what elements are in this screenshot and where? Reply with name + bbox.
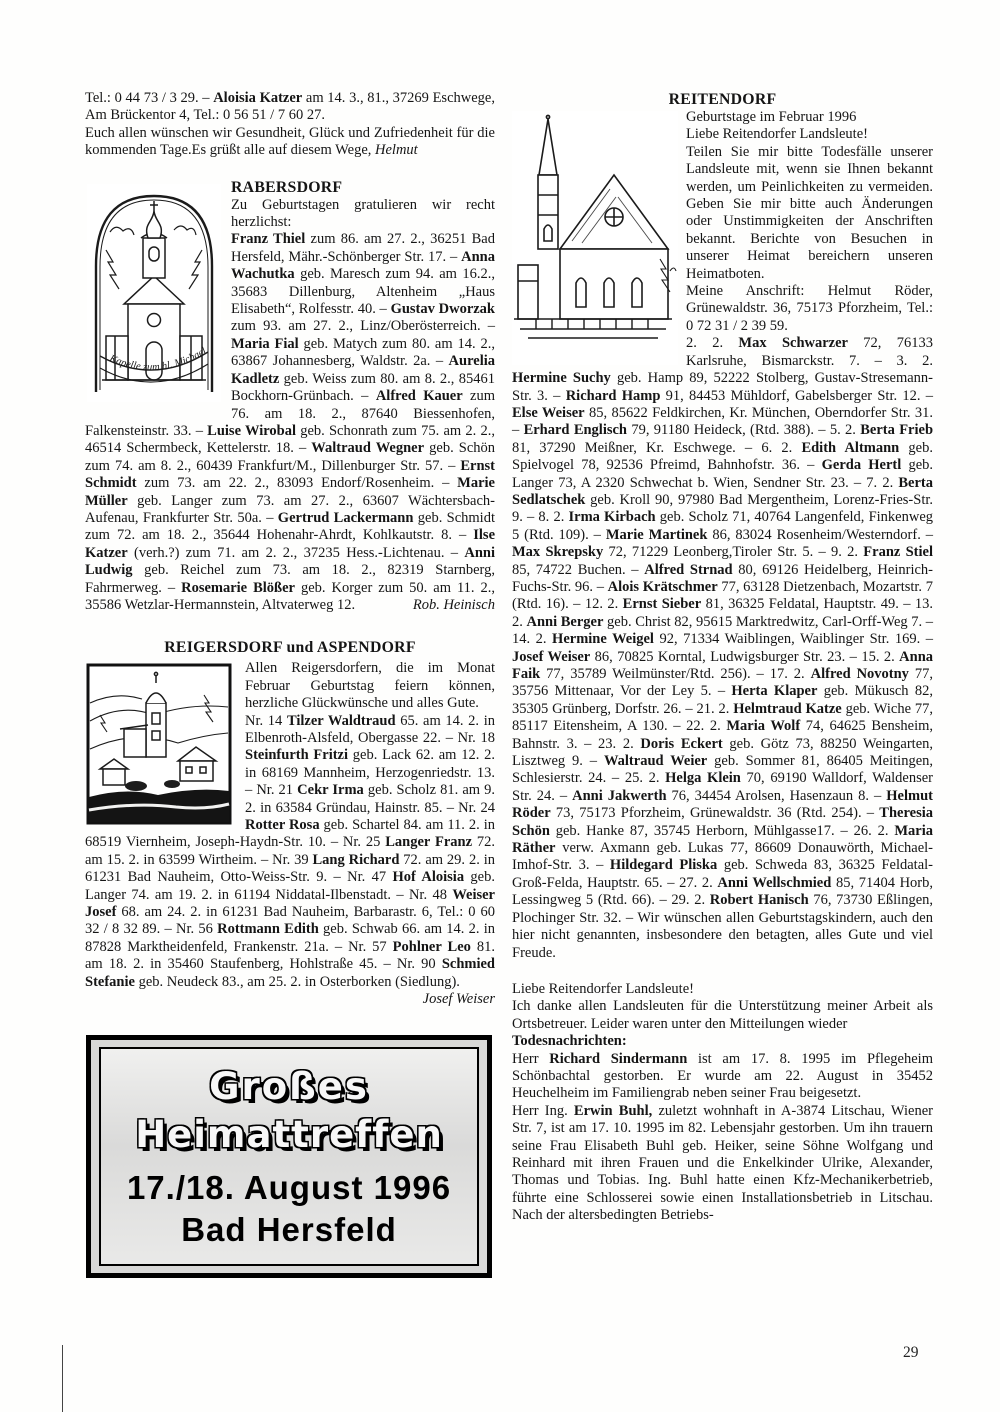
reitendorf-salutation: Liebe Reitendorfer Landsleute! [686, 126, 868, 143]
chapel-arch-illustration [87, 184, 221, 402]
signature-josef-weiser: Josef Weiser [422, 991, 495, 1008]
reigersdorf-birthday-list: Nr. 14 Tilzer Waldtraud 65. am 14. 2. in Elbenroth-Alsfeld, Obergasse 22. – Nr. 18 Steinfurth Fritzi geb. Lack 62. am 12. 2. in 68169 Mannheim, Herzogenriedstr. 13. – Nr. 21 Cekr Irma geb. Scholz 81. am 9. 2. in 63584 Gründau, Hainstr. 85. – Nr. 24 Rotter Rosa geb. Schartel 84. am 11. 2. in 68519 Viernheim, Joseph-Haydn-Str. 10. – Nr. 25 Langer Franz 72. am 15. 2. in 63599 Wirtheim. – Nr. 39 Lang Richard 72. am 29. 2. in 61231 Bad Nauheim, Otto-Weiss-Str. 9. – Nr. 47 Hof Aloisia geb. Langer 74. am 19. 2. in 61194 Niddatal-Ilbenstadt. – Nr. 48 Weiser Josef 68. am 24. 2. in 61231 Bad Nauheim, Barbarastr. 6, Tel.: 0 60 32 / 8 32 89. – Nr. 56 Rottmann Edith geb. Schwab 66. am 14. 2. in 87828 Marktheidenfeld, Frankenstr. 21a. – Nr. 57 Pohlner Leo 81. am 18. 2. in 35460 Staufenberg, Hohlstraße 45. – Nr. 90 Schmied Stefanie geb. Neudeck 83., am 25. 2. in Osterborken (Siedlung). [85, 712, 496, 990]
event-title-line1: Großes [209, 1064, 369, 1108]
reigersdorf-lead: Allen Reigersdorfern, die im Monat Februar Geburtstag feiern können, herzliche Glückwünsche und alles Gute. [245, 660, 495, 712]
section-title-reigersdorf: REIGERSDORF und ASPENDORF [164, 639, 416, 657]
closing-salutation: Liebe Reitendorfer Landsleute! [512, 980, 694, 997]
right-column [512, 90, 933, 1225]
chapel-banner-text: Kapelle zum hl. Michael [107, 345, 209, 373]
left-column [85, 90, 495, 1278]
event-announcement-inner [99, 1047, 479, 1266]
rabersdorf-birthday-list: Franz Thiel zum 86. am 27. 2., 36251 Bad Hersfeld, Mähr.-Schönberger Str. 17. – Anna Wachutka geb. Maresch zum 94. am 16.2., 35683 Dillenburg, Altenheim „Haus Elisabeth“, Rolfesstr. 40. – Gustav Dworzak zum 93. am 27. 2., Linz/Oberösterreich. – Maria Fial geb. Matych zum 80. am 14. 2., 63867 Johannesberg, Waldstr. 2a. – Aurelia Kadletz geb. Weiss zum 80. am 8. 2., 85461 Bockhorn-Grünbach. – Alfred Kauer zum 76. am 18. 2., 87640 Biessenhofen, Falkensteinstr. 33. – Luise Wirobal geb. Schonrath zum 75. am 2. 2., 46514 Schermbeck, Kettelerstr. 18. – Waltraud Wegner geb. Schön zum 74. am 8. 2., 60439 Frankfurt/M., Dillenburger Str. 57. – Ernst Schmidt zum 73. am 22. 2., 83093 Endorf/Rosenheim. – Marie Müller geb. Langer zum 73. am 27. 2., 63607 Wächtersbach-Aufenau, Frankfurter Str. 50a. – Gertrud Lackermann geb. Schmidt zum 72. am 18. 2., 35644 Hohenahr-Ahrdt, Kohlkautstr. 8. – Ilse Katzer (verh.?) zum 71. am 2. 2., 37235 Hess.-Lichtenau. – Anni Ludwig geb. Reichel zum 73. am 18. 2., 82319 Starnberg, Fahrmerweg. – Rosemarie Blößer geb. Korger zum 50. am 11. 2., 35586 Wetzlar-Hermannstein, Altvaterweg 12. Rob. Heinisch [85, 231, 496, 613]
closing-thanks: Ich danke allen Landsleuten für die Unterstützung meiner Arbeit als Ortsbetreuer. Leider waren unter den Mitteilungen wieder [512, 998, 933, 1032]
village-illustration [85, 663, 233, 825]
section-rabersdorf [85, 178, 495, 615]
death-notice-buhl: Herr Ing. Erwin Buhl, zuletzt wohnhaft in A-3874 Litschau, Wiener Str. 7, ist am 17. 10. 1995 im 82. Lebensjahr gestorben. Um ihn trauern seine Frau Elisabeth Buhl geb. Heiker, seine Söhne Wolfgang und Reinhard mit ihren Frauen und die Enkelkinder Ulrike, Alexander, Thomas und Tobias. Ing. Buhl hatte einen Kfz-Mechanikerbetrieb, führte eine Schlosserei sowie einen Installationsbetrieb in Litschau. Nach der altersbedingten Betriebs- [512, 1102, 933, 1224]
event-announcement-box [86, 1035, 492, 1278]
event-place: Bad Hersfeld [181, 1210, 397, 1248]
section-reigersdorf [85, 638, 495, 1008]
rabersdorf-lead: Zu Geburtstagen gratulieren wir recht herzlichst: [231, 196, 495, 231]
event-title-line2: Heimattreffen [135, 1112, 443, 1156]
section-title-reitendorf: REITENDORF [668, 91, 777, 108]
intro-greeting-text: Euch allen wünschen wir Gesundheit, Glück und Zufriedenheit für die kommenden Tage.Es grüßt alle auf diesem Wege, Helmut [85, 124, 495, 159]
reitendorf-birthday-list: 2. 2. Max Schwarzer 72, 76133 Karlsruhe, Bismarckstr. 7. – 3. 2. Hermine Suchy geb. Hamp 89, 52222 Stolberg, Gustav-Stresemann-Str. 3. – Richard Hamp 91, 84453 Mühldorf, Gabelsberger Str. 12. – Else Weiser 85, 85622 Feldkirchen, Kr. München, Oberndorfer Str. 31. – Erhard Englisch 79, 91180 Heideck, (Rtd. 388). – 5. 2. Berta Frieb 81, 37290 Meißner, Kr. Eschwege. – 6. 2. Edith Altmann geb. Spielvogel 78, 92536 Pfreimd, Bahnhofstr. 36. – Gerda Hertl geb. Langer 73, A 2320 Schwechat b. Wien, Sendner Str. 23. – 7. 2. Berta Sedlatschek geb. Kroll 90, 97980 Bad Mergentheim, Lorenz-Fries-Str. 9. – 8. 2. Irma Kirbach geb. Scholz 71, 40764 Langenfeld, Finkenweg 5 (Rtd. 109). – Marie Martinek 86, 83024 Rosenheim/Westerndorf. – Max Skrepsky 72, 71229 Leonberg,Tiroler Str. 5. – 9. 2. Franz Stiel 85, 74722 Buchen. – Alfred Strnad 80, 69126 Heidelberg, Heinrich-Fuchs-Str. 96. – Alois Krätschmer 77, 63128 Dietzenbach, Mozartstr. 7 (Rtd. 16). – 12. 2. Ernst Sieber 81, 36325 Feldatal, Hauptstr. 49. – 13. 2. Anni Berger geb. Christ 82, 95615 Marktredwitz, Carl-Orff-Weg 7. – 14. 2. Hermine Weigel 92, 71334 Waiblingen, Waiblinger Str. 169. – Josef Weiser 86, 70825 Korntal, Ludwigsburger Str. 23. – 15. 2. Anna Faik 77, 35789 Weilmünster/Rtd. 256). – 17. 2. Alfred Novotny 77, 35756 Mittenaar, Vor der Ley 5. – Herta Klaper geb. Mükusch 82, 35305 Grünberg, Dorfstr. 26. – 21. 2. Helmtraud Katze geb. Wiche 77, 85117 Eitensheim, A 130. – 22. 2. Maria Wolf 74, 64625 Bensheim, Bahnstr. 3. – 23. 2. Doris Eckert geb. Götz 73, 88250 Weingarten, Lisztweg 9. – Waltraud Weier geb. Sommer 81, 86405 Meitingen, Schlesierstr. 24. – 25. 2. Helga Klein 70, 69190 Walldorf, Waldenser Str. 24. – Anni Jakwerth 76, 34454 Arolsen, Hasenzaun 8. – Helmut Röder 73, 75173 Pforzheim, Grünewaldstr. 36 (Rtd. 254). – Theresia Schön geb. Hanke 87, 35745 Herborn, Mühlgasse17. – 26. 2. Maria Räther verw. Axmann geb. Lukas 77, 86609 Donauwörth, Michael-Imhof-Str. 3. – Hildegard Pliska geb. Schweda 83, 36325 Feldatal-Groß-Felda, Hauptstr. 65. – 27. 2. Anni Wellschmied 85, 71404 Horb, Lessingweg 5 (Rtd. 66). – 29. 2. Robert Hanisch 76, 73730 Eßlingen, Plochinger Str. 32. – Wir wünschen allen Geburtstagskindern, auch den hier nicht genannten, insbesondere den betagten, alles Gute und viel Freude. [512, 335, 934, 961]
gothic-church-illustration [512, 111, 678, 365]
intro-continuation-text: Tel.: 0 44 73 / 3 29. – Aloisia Katzer am 14. 3., 81., 37269 Eschwege, Am Brückentor 4, Tel.: 0 56 51 / 7 60 27. [85, 90, 495, 124]
reitendorf-address: Meine Anschrift: Helmut Röder, Grünewaldstr. 36, 75173 Pforzheim, Tel.: 0 72 31 / 2 39 59. [686, 283, 933, 334]
reitendorf-subtitle: Geburtstage im Februar 1996 [686, 109, 857, 125]
section-title-rabersdorf: RABERSDORF [231, 178, 343, 196]
reitendorf-notice: Teilen Sie mir bitte Todesfälle unserer Landsleute mit, wenn sie Ihnen bekannt werden, um Peinlichkeiten zu vermeiden. Geben Sie mir bitte auch Änderungen oder Unstimmigkeiten der Anschriften bekannt. Berichte von Besuchen in unserer Heimat bereichern unseren Heimatboten. [686, 143, 933, 282]
crop-mark [62, 1345, 63, 1412]
deaths-heading: Todesnachrichten: [512, 1033, 627, 1050]
event-date: 17./18. August 1996 [126, 1169, 452, 1207]
death-notice-sindermann: Herr Richard Sindermann ist am 17. 8. 1995 im Pflegeheim Schönbachtal gestorben. Er wurde am 22. August in 35452 Heuchelheim im Familiengrab neben seiner Frau beigesetzt. [512, 1050, 933, 1102]
page-number: 29 [903, 1344, 919, 1361]
